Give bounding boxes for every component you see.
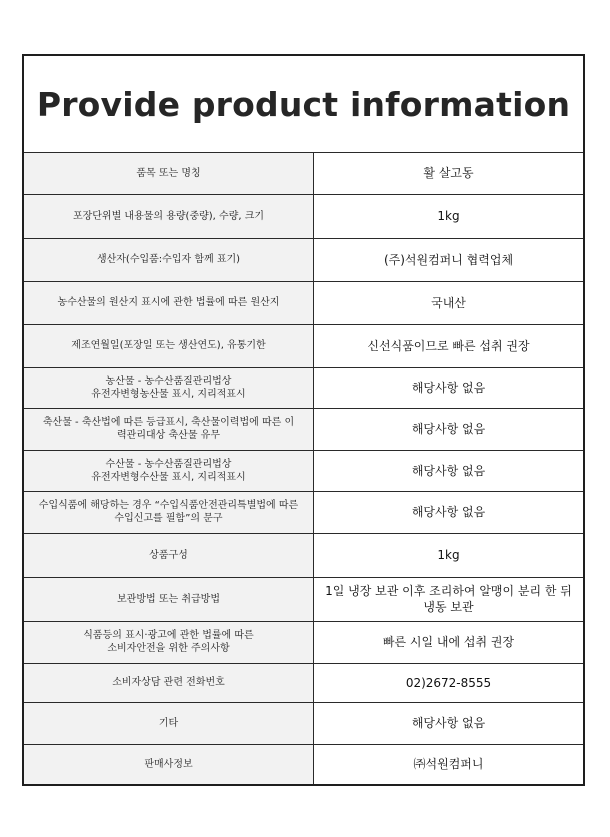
row-label: 농산물 - 농수산품질관리법상 유전자변형농산물 표시, 지리적표시 [24, 367, 314, 408]
row-label: 식품등의 표시·광고에 관한 법률에 따른 소비자안전을 위한 주의사항 [24, 621, 314, 663]
row-label: 소비자상담 관련 전화번호 [24, 663, 314, 702]
row-label: 상품구성 [24, 533, 314, 577]
row-value: 1kg [314, 194, 584, 238]
row-value: 빠른 시일 내에 섭취 권장 [314, 621, 584, 663]
table-row [24, 194, 583, 238]
row-value: 해당사항 없음 [314, 491, 584, 533]
row-value: 활 살고동 [423, 166, 474, 181]
table-row [24, 491, 583, 533]
table-row [24, 238, 583, 281]
row-value: 1일 냉장 보관 이후 조리하여 알맹이 분리 한 뒤 냉동 보관 [314, 577, 584, 621]
table-row [24, 533, 583, 577]
title-box [24, 56, 583, 153]
table-row [24, 450, 583, 491]
row-value: ㈜석원컴퍼니 [314, 744, 584, 784]
table-row [24, 577, 583, 621]
table-row [24, 408, 583, 450]
row-label: 포장단위별 내용물의 용량(중량), 수량, 크기 [24, 194, 314, 238]
row-label: 수산물 - 농수산품질관리법상 유전자변형수산물 표시, 지리적표시 [24, 450, 314, 491]
table-row [24, 324, 583, 367]
row-label: 수입식품에 해당하는 경우 “수입식품안전관리특별법에 따른 수입신고를 필함”의 문구 [24, 491, 314, 533]
row-label: 판매사정보 [24, 744, 314, 784]
page-title: Provide product information [36, 84, 571, 124]
row-value: 1kg [314, 533, 584, 577]
row-label: 축산물 - 축산법에 따른 등급표시, 축산물이력법에 따른 이 력관리대상 축산물 유무 [24, 408, 314, 450]
row-label: 생산자(수입품:수입자 함께 표기) [24, 238, 314, 281]
row-label: 품목 또는 명칭 [24, 153, 314, 194]
table-row [24, 153, 583, 194]
table-row [24, 663, 583, 702]
table-row [24, 744, 583, 784]
row-value: 02)2672-8555 [314, 663, 584, 702]
row-value: 국내산 [314, 281, 584, 324]
row-value: 신선식품이므로 빠른 섭취 권장 [314, 324, 584, 367]
info-table-body [24, 153, 583, 784]
row-label: 보관방법 또는 취급방법 [24, 577, 314, 621]
table-row [24, 281, 583, 324]
row-value: 해당사항 없음 [314, 450, 584, 491]
table-row [24, 621, 583, 663]
row-value: 해당사항 없음 [314, 408, 584, 450]
row-value: (주)석원컴퍼니 협력업체 [314, 238, 584, 281]
row-label: 기타 [24, 702, 314, 744]
table-row [24, 702, 583, 744]
table-row [24, 367, 583, 408]
product-info-sheet [22, 54, 585, 786]
info-table [24, 153, 583, 784]
row-label: 농수산물의 원산지 표시에 관한 법률에 따른 원산지 [24, 281, 314, 324]
row-value: 해당사항 없음 [314, 367, 584, 408]
row-label: 제조연월일(포장일 또는 생산연도), 유통기한 [24, 324, 314, 367]
row-value: 해당사항 없음 [314, 702, 584, 744]
